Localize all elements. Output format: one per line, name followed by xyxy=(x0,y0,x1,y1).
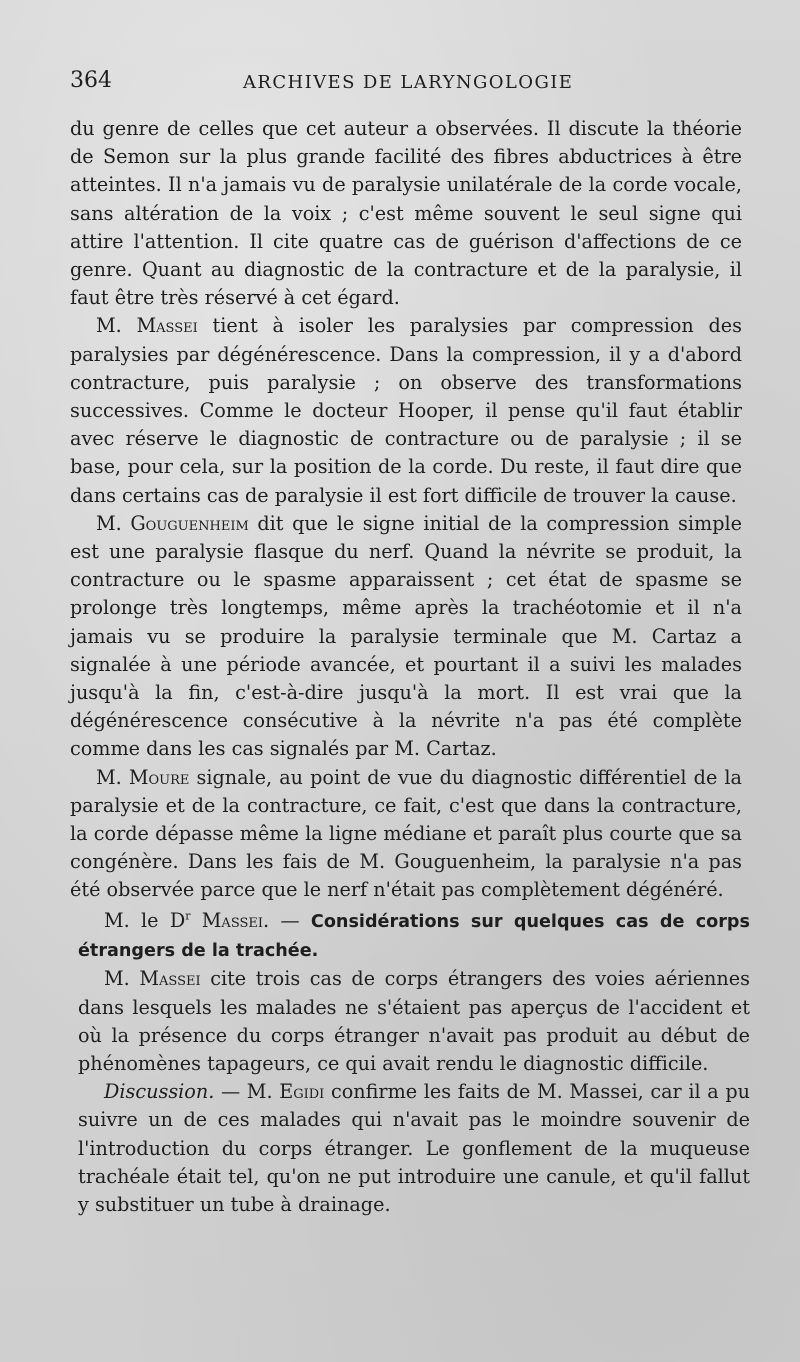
speaker-name: Massei xyxy=(136,314,198,338)
speaker-name: Moure xyxy=(128,765,190,789)
paragraph-massei xyxy=(70,312,742,509)
section-author-sup: r xyxy=(185,909,191,923)
speaker-prefix: M. xyxy=(96,511,122,535)
speaker-name: Gouguenheim xyxy=(130,511,249,535)
paragraph-body: confirme les faits de M. Massei, car il a pu suivre un de ces malades qui n'avait pas le moindre souvenir de l'introduction du corps étranger. Le gonflement de la muqueuse trachéale était tel, qu'on ne put introduire une canule, et qu'il fallut y substituer un tube à drainage. xyxy=(78,1080,750,1217)
paragraph-continuation: du genre de celles que cet auteur a observées. Il discute la théorie de Semon sur la plus grande facilité des fibres abductrices à être atteintes. Il n'a jamais vu de paralysie unilatérale de la corde vocale, sans altération de la voix ; c'est même souvent le seul signe qui attire l'attention. Il cite quatre cas de guérison d'affections de ce genre. Quant au diagnostic de la contracture et de la paralysie, il faut être très réservé à cet égard. xyxy=(70,117,742,310)
section-heading xyxy=(78,907,750,965)
discussion-dash: — M. xyxy=(220,1080,273,1104)
paragraph-body: cite trois cas de corps étrangers des voies aériennes dans lesquels les malades ne s'étaient pas aperçus de l'accident et où la présence du corps étranger n'avait pas produit au début de phénomènes tapageurs, ce qui avait rendu le diagnostic difficile. xyxy=(78,967,750,1076)
section-author-prefix: M. le D xyxy=(104,909,186,932)
speaker-prefix: M. xyxy=(104,967,130,991)
page-header xyxy=(70,68,750,102)
speaker-name: Egidi xyxy=(279,1080,325,1104)
paragraph-moure xyxy=(70,764,742,905)
running-title: ARCHIVES DE LARYNGOLOGIE xyxy=(243,72,574,93)
speaker-prefix: M. xyxy=(96,765,122,789)
paragraph-body: dit que le signe initial de la compression simple est une paralysie flasque du nerf. Quand la névrite se produit, la contracture ou le spasme apparaissent ; cet état de spasme se prolonge très longtemps, même après la trachéotomie et il n'a jamais vu se produire la paralysie terminale que M. Cartaz a signalée à une période avancée, et pourtant il a suivi les malades jusqu'à la fin, c'est-à-dire jusqu'à la mort. Il est vrai que la dégénérescence consécutive à la névrite n'a pas été complète comme dans les cas signalés par M. Cartaz. xyxy=(70,511,743,761)
section-author-name: Massei xyxy=(201,909,264,932)
paragraph-gouguenheim xyxy=(70,510,742,764)
speaker-prefix: M. xyxy=(96,314,122,338)
section-foreign-bodies xyxy=(78,907,750,1219)
discussion-text-block xyxy=(70,115,742,905)
page-number: 364 xyxy=(70,68,112,93)
section-author-suffix: . — xyxy=(263,909,300,932)
paragraph-discussion xyxy=(78,1078,750,1219)
paragraph-body: signale, au point de vue du diagnostic différentiel de la paralysie et de la contracture, ce fait, c'est que dans la contracture, la corde dépasse même la ligne médiane et paraît plus courte que sa congénère. Dans les fais de M. Gouguenheim, la paralysie n'a pas été observée parce que le nerf n'était pas complètement dégénéré. xyxy=(70,765,742,902)
paragraph-massei-cases xyxy=(78,965,750,1078)
paragraph-body: tient à isoler les paralysies par compression des paralysies par dégénérescence. Dans la compression, il y a d'abord contracture, puis paralysie ; on observe des transformations successives. Comme le docteur Hooper, il pense qu'il faut établir avec réserve le diagnostic de contracture ou de paralysie ; il se base, pour cela, sur la position de la corde. Du reste, il faut dire que dans certains cas de paralysie il est fort difficile de trouver la cause. xyxy=(70,314,742,507)
speaker-name: Massei xyxy=(139,967,201,991)
section-title: Considérations sur quelques cas de corps étrangers de la trachée. xyxy=(78,912,750,962)
discussion-label: Discussion. xyxy=(104,1080,215,1104)
